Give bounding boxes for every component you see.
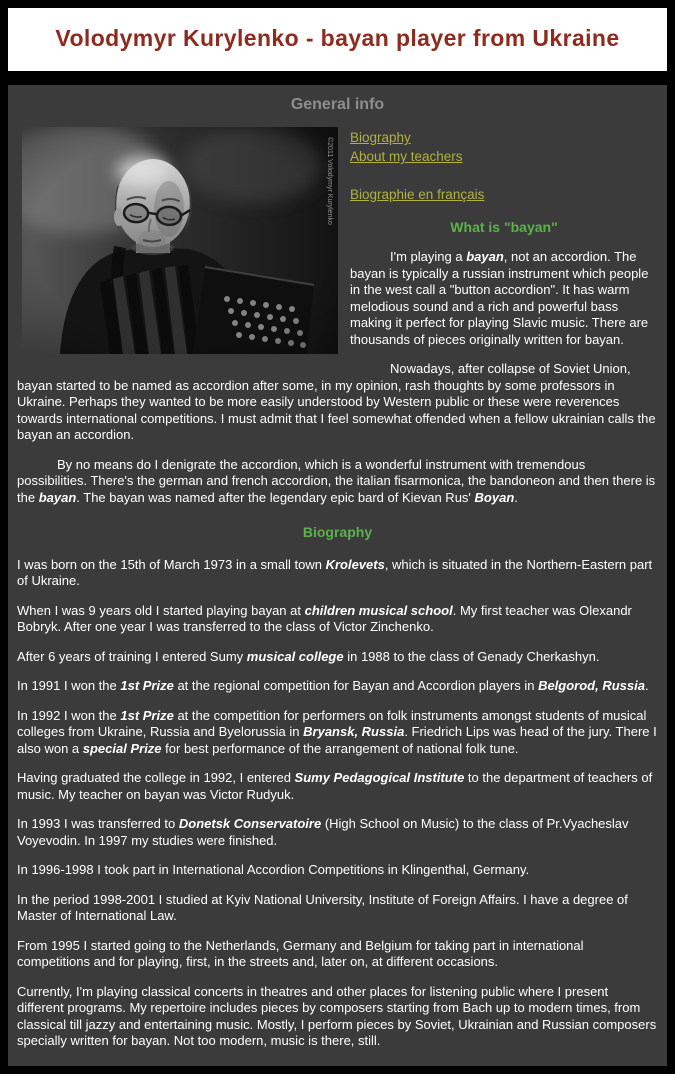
bayan-paragraph-3: By no means do I denigrate the accordion, which is a wonderful instrument with tremendous possibilities. There's the german and french accordion, the italian fisarmonica, the bandoneon and then there is the bayan. The bayan was named after the legendary epic bard of Kievan Rus' Boyan. [17, 456, 656, 505]
page-title: Volodymyr Kurylenko - bayan player from Ukraine [55, 25, 620, 51]
bio-paragraph-3: After 6 years of training I entered Sumy musical college in 1988 to the class of Genady Cherkashyn. [17, 648, 600, 664]
bayan-paragraph-1: I'm playing a bayan, not an accordion. The bayan is typically a russian instrument which people in the west call a "button accordion". It has warm melodious sound and a rich and powerful bass making it perfect for playing Slavic music. There are thousands of pieces originally written for bayan. [350, 249, 649, 347]
bayan-player-photo-illustration [22, 127, 338, 354]
bio-paragraph-11: Currently, I'm playing classical concerts in theatres and other places for listening public where I present different programs. My repertoire includes pieces by composers starting from Bach up to modern times, from classical till jazzy and entertaining music. Mostly, I perform pieces by Soviet, Ukrainian and Russian composers specially written for bayan. Not too modern, music is there, still. [17, 983, 657, 1049]
general-info-heading: General info [290, 96, 385, 113]
photo-watermark: ©2011 Volodymyr Kurylenko [326, 137, 333, 226]
bayan-paragraph-2: Nowadays, after collapse of Soviet Union, bayan started to be named as accordion after some, in my opinion, rash thoughts by some professors in Ukraine. Perhaps they wanted to be more easily understood by Western public or these were reverences towards international competitions. I must admit that I feel somewhat offended when a fellow ukrainian calls the bayan an accordion. [17, 361, 656, 443]
bio-paragraph-2: When I was 9 years old I started playing bayan at children musical school. My first teacher was Olexandr Bobryk. After one year I was transferred to the class of Victor Zinchenko. [17, 602, 632, 635]
bio-paragraph-8: In 1996-1998 I took part in International Accordion Competitions in Klingenthal, Germany. [17, 862, 530, 878]
main-content [8, 85, 667, 1066]
bio-paragraph-6: Having graduated the college in 1992, I entered Sumy Pedagogical Institute to the department of teachers of music. My teacher on bayan was Victor Rudyuk. [17, 770, 653, 802]
bio-paragraph-5: In 1992 I won the 1st Prize at the competition for performers on folk instruments amongst students of musical colleges from Ukraine, Russia and Byelorussia in Bryansk, Russia. Friedrich Lips was head of the jury. There I also won a special Prize for best performance of the arrangement of national folk tune. [17, 707, 657, 756]
biography-heading: Biography [302, 524, 373, 541]
bio-paragraph-10: From 1995 I started going to the Netherlands, Germany and Belgium for taking part in international competitions and for playing, first, in the streets and, later on, at different occasions. [17, 937, 584, 970]
link-biography[interactable]: Biography [350, 130, 411, 146]
page-header [8, 8, 667, 71]
bio-paragraph-4: In 1991 I won the 1st Prize at the regional competition for Bayan and Accordion players in Belgorod, Russia. [17, 678, 649, 694]
bio-paragraph-7: In 1993 I was transferred to Donetsk Conservatoire (High School on Music) to the class of Pr.Vyacheslav Voyevodin. In 1997 my studies were finished. [17, 816, 629, 848]
link-about-my-teachers[interactable]: About my teachers [350, 149, 463, 165]
portrait-photo [22, 127, 338, 354]
link-biographie-francais[interactable]: Biographie en français [350, 187, 485, 203]
bio-paragraph-1: I was born on the 15th of March 1973 in a small town Krolevets, which is situated in the Northern-Eastern part of Ukraine. [17, 556, 653, 589]
what-is-bayan-heading: What is "bayan" [450, 219, 558, 236]
bio-paragraph-9: In the period 1998-2001 I studied at Kyiv National University, Institute of Foreign Affairs. I have a degree of Master of International Law. [17, 891, 628, 924]
